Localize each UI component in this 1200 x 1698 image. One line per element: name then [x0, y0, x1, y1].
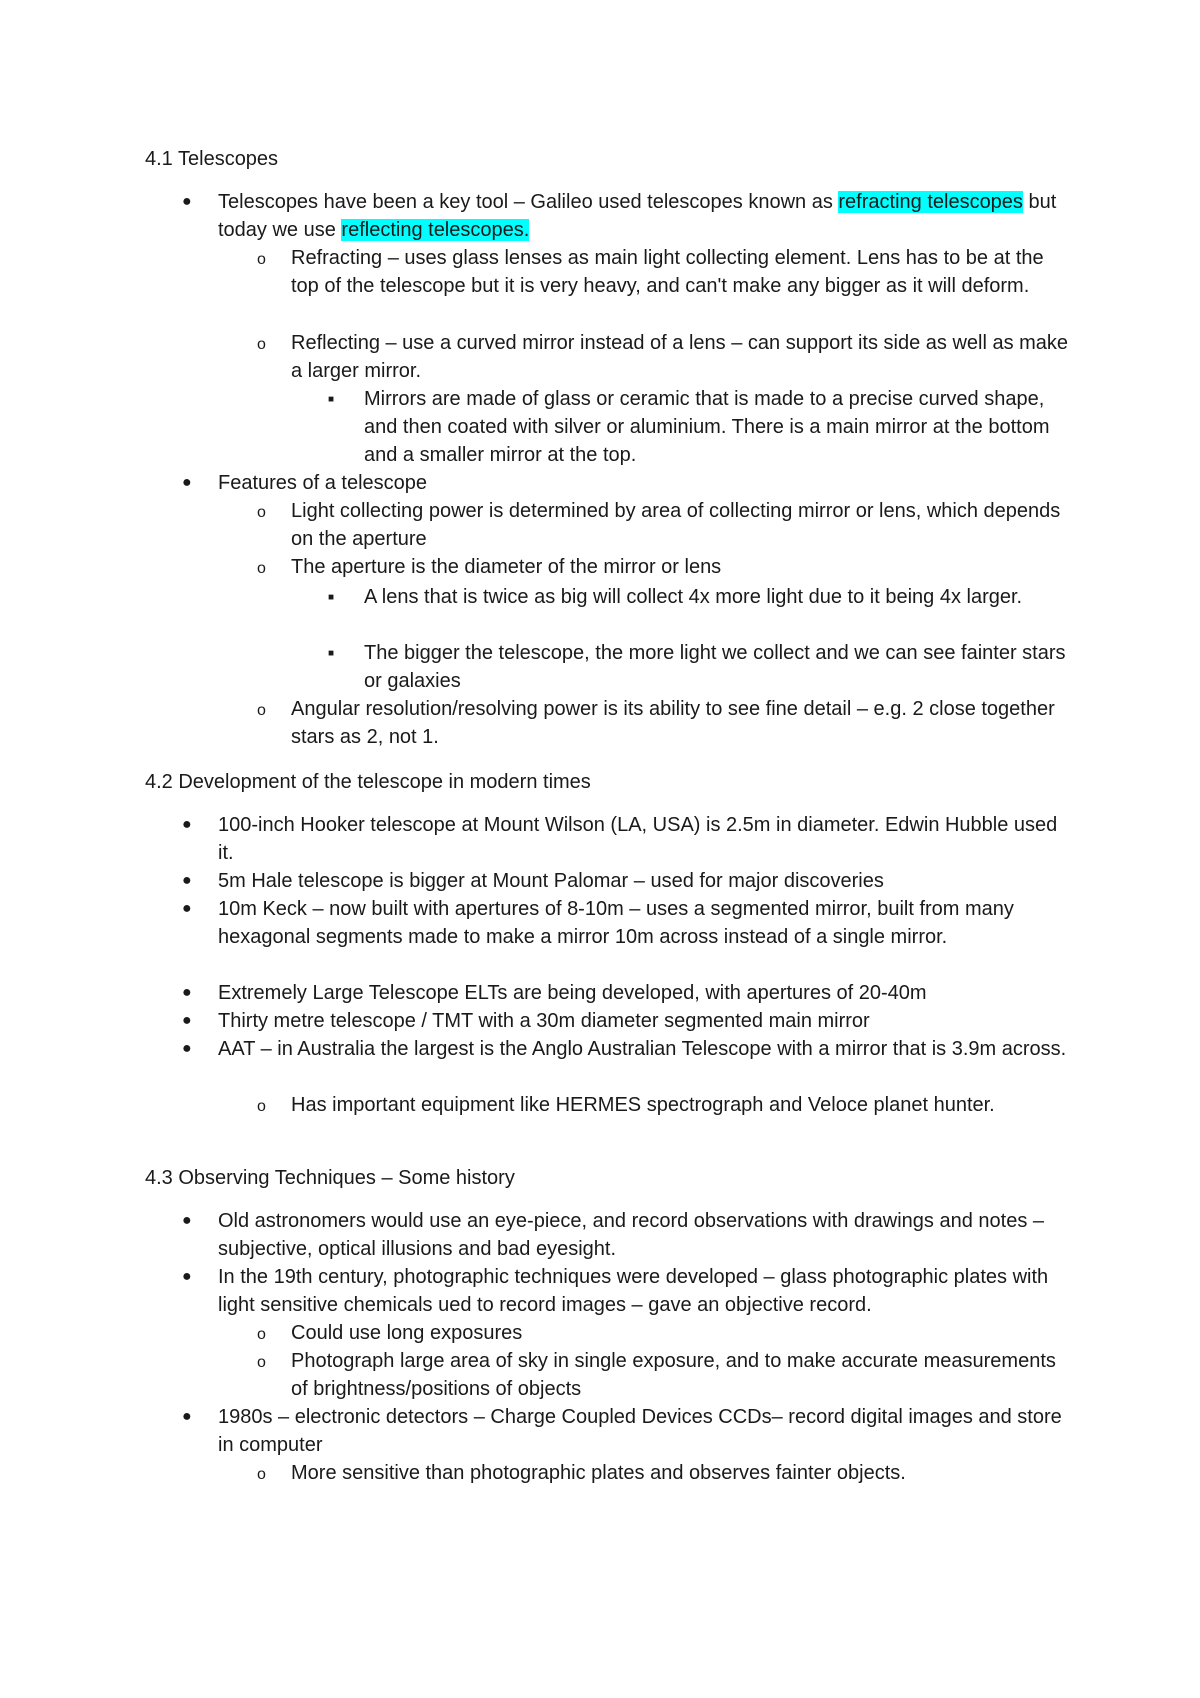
list-item-text: A lens that is twice as big will collect 4x more light due to it being 4x larger.: [364, 586, 1023, 608]
list-item-text: 100-inch Hooker telescope at Mount Wilson (LA, USA) is 2.5m in diameter. Edwin Hubble used it.: [218, 814, 1058, 864]
list-item: [182, 811, 1068, 867]
bullet-circle-icon: o: [257, 560, 266, 577]
list-item-text: 10m Keck – now built with apertures of 8-10m – uses a segmented mirror, built from many hexagonal segments made to make a mirror 10m across instead of a single mirror.: [218, 898, 1014, 948]
bullet-square-icon: ■: [328, 648, 335, 659]
list-item: [182, 188, 1068, 244]
list-item-text: Has important equipment like HERMES spectrograph and Veloce planet hunter.: [291, 1094, 995, 1116]
list-item: [257, 1459, 1071, 1487]
list-item-text: In the 19th century, photographic techniques were developed – glass photographic plates with light sensitive chemicals ued to record images – gave an objective record.: [218, 1266, 1049, 1316]
list-item-text: Could use long exposures: [291, 1322, 523, 1344]
bullet-dot-icon: ●: [182, 872, 192, 889]
list-item: [257, 1347, 1071, 1403]
list-item: [257, 1319, 1071, 1347]
section-heading-4-3: 4.3 Observing Techniques – Some history: [145, 1167, 515, 1189]
list-item: [182, 979, 1068, 1007]
list-item: [257, 553, 1071, 581]
bullet-dot-icon: ●: [182, 1040, 192, 1057]
list-item-text: Refracting – uses glass lenses as main light collecting element. Lens has to be at the top of the telescope but it is very heavy, and can't make any bigger as it will deform.: [291, 247, 1044, 297]
bullet-circle-icon: o: [257, 336, 266, 353]
bullet-dot-icon: ●: [182, 900, 192, 917]
bullet-dot-icon: ●: [182, 474, 192, 491]
list-item-text: Light collecting power is determined by area of collecting mirror or lens, which depends on the aperture: [291, 500, 1061, 550]
bullet-dot-icon: ●: [182, 193, 192, 210]
bullet-dot-icon: ●: [182, 1408, 192, 1425]
list-item: [182, 1403, 1068, 1459]
list-item: [182, 867, 1068, 895]
list-item-text: AAT – in Australia the largest is the Anglo Australian Telescope with a mirror that is 3.9m across.: [218, 1038, 1067, 1060]
list-item: [328, 385, 1069, 469]
list-item: [257, 329, 1071, 385]
bullet-dot-icon: ●: [182, 1212, 192, 1229]
section-heading-4-1: 4.1 Telescopes: [145, 148, 279, 170]
highlighted-text: refracting telescopes: [838, 191, 1023, 213]
list-item: [182, 895, 1068, 951]
bullet-dot-icon: ●: [182, 984, 192, 1001]
list-item-text: The bigger the telescope, the more light we collect and we can see fainter stars or galaxies: [364, 642, 1066, 692]
bullet-circle-icon: o: [257, 702, 266, 719]
bullet-circle-icon: o: [257, 504, 266, 521]
bullet-circle-icon: o: [257, 1098, 266, 1115]
highlighted-text: reflecting telescopes.: [341, 219, 530, 241]
bullet-dot-icon: ●: [182, 1012, 192, 1029]
list-item: [257, 695, 1071, 751]
list-item: [328, 639, 1069, 695]
list-item: [257, 244, 1071, 300]
list-item: [328, 583, 1069, 611]
list-item-text: Angular resolution/resolving power is its ability to see fine detail – e.g. 2 close together stars as 2, not 1.: [291, 698, 1055, 748]
list-item-text: Thirty metre telescope / TMT with a 30m diameter segmented main mirror: [218, 1010, 870, 1032]
bullet-circle-icon: o: [257, 1466, 266, 1483]
section-heading-4-2: 4.2 Development of the telescope in modern times: [145, 771, 591, 793]
list-item-text: Photograph large area of sky in single exposure, and to make accurate measurements of brightness/positions of objects: [291, 1350, 1056, 1400]
bullet-dot-icon: ●: [182, 816, 192, 833]
list-item-text: The aperture is the diameter of the mirror or lens: [291, 556, 722, 578]
list-item: [182, 469, 1068, 497]
list-item: [182, 1263, 1068, 1319]
list-item: [257, 1091, 1071, 1119]
bullet-dot-icon: ●: [182, 1268, 192, 1285]
list-item-text: Telescopes have been a key tool – Galileo used telescopes known as refracting telescopes but today we use reflecting telescopes.: [218, 191, 1057, 241]
list-item-text: Features of a telescope: [218, 472, 428, 494]
list-item-text: Mirrors are made of glass or ceramic that is made to a precise curved shape, and then coated with silver or aluminium. There is a main mirror at the bottom and a smaller mirror at the top.: [364, 388, 1050, 466]
list-item: [257, 497, 1071, 553]
bullet-circle-icon: o: [257, 1354, 266, 1371]
list-item: [182, 1207, 1068, 1263]
list-item-text: Old astronomers would use an eye-piece, and record observations with drawings and notes – subjective, optical illusions and bad eyesight.: [218, 1210, 1045, 1260]
list-item: [182, 1007, 1068, 1035]
list-item-text: 5m Hale telescope is bigger at Mount Palomar – used for major discoveries: [218, 870, 884, 892]
bullet-square-icon: ■: [328, 394, 335, 405]
list-item: [182, 1035, 1068, 1063]
list-item-text: Extremely Large Telescope ELTs are being developed, with apertures of 20-40m: [218, 982, 927, 1004]
list-item-text: 1980s – electronic detectors – Charge Coupled Devices CCDs– record digital images and store in computer: [218, 1406, 1062, 1456]
bullet-circle-icon: o: [257, 251, 266, 268]
list-item-text: Reflecting – use a curved mirror instead of a lens – can support its side as well as make a larger mirror.: [291, 332, 1069, 382]
bullet-circle-icon: o: [257, 1326, 266, 1343]
list-item-text: More sensitive than photographic plates and observes fainter objects.: [291, 1462, 906, 1484]
bullet-square-icon: ■: [328, 592, 335, 603]
